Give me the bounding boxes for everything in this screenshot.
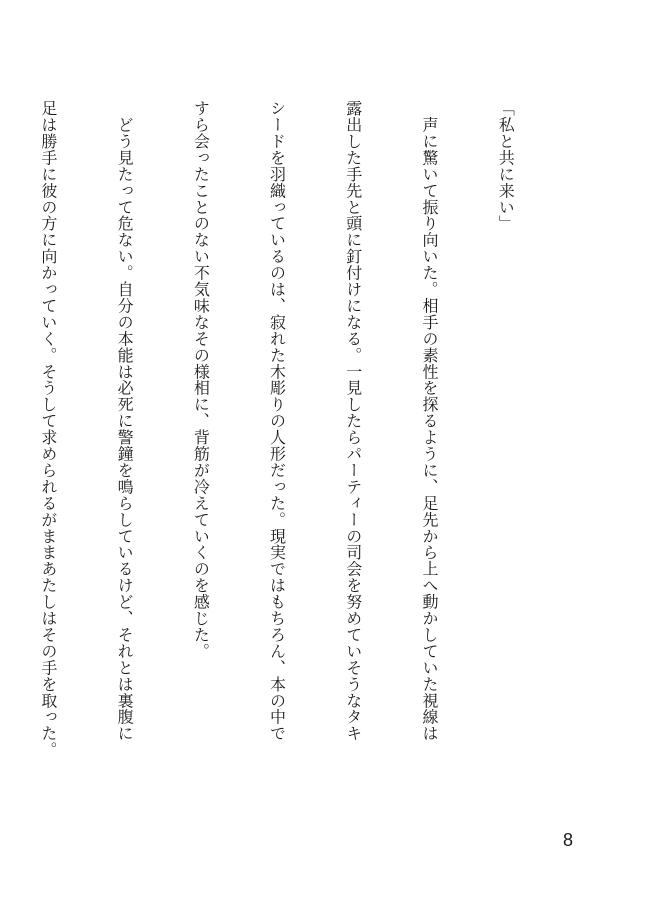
- vertical-text-body: [38, 100, 569, 860]
- text-line: どう見たって危ない。自分の本能は必死に警鐘を鳴らしているけど、それとは裏腹に: [115, 100, 135, 742]
- text-line: 足は勝手に彼の方に向かっていく。そうして求められるがままあたしはその手を取った。: [38, 100, 58, 758]
- page-number: 8: [562, 830, 573, 850]
- text-line: 露出した手先と頭に釘付けになる。一見したらパーティーの司会を努めていそうなタキ: [343, 100, 363, 742]
- text-line: シードを羽織っているのは、寂れた木彫りの人形だった。現実ではもちろん、本の中で: [267, 100, 287, 742]
- text-line: すら会ったことのない不気味なその様相に、背筋が冷えていくのを感じた。: [191, 100, 211, 660]
- text-line: 声に驚いて振り向いた。相手の素性を探るように、足先から上へ動かしていた視線は: [419, 100, 439, 742]
- text-line: 「私と共に来い」: [496, 100, 516, 232]
